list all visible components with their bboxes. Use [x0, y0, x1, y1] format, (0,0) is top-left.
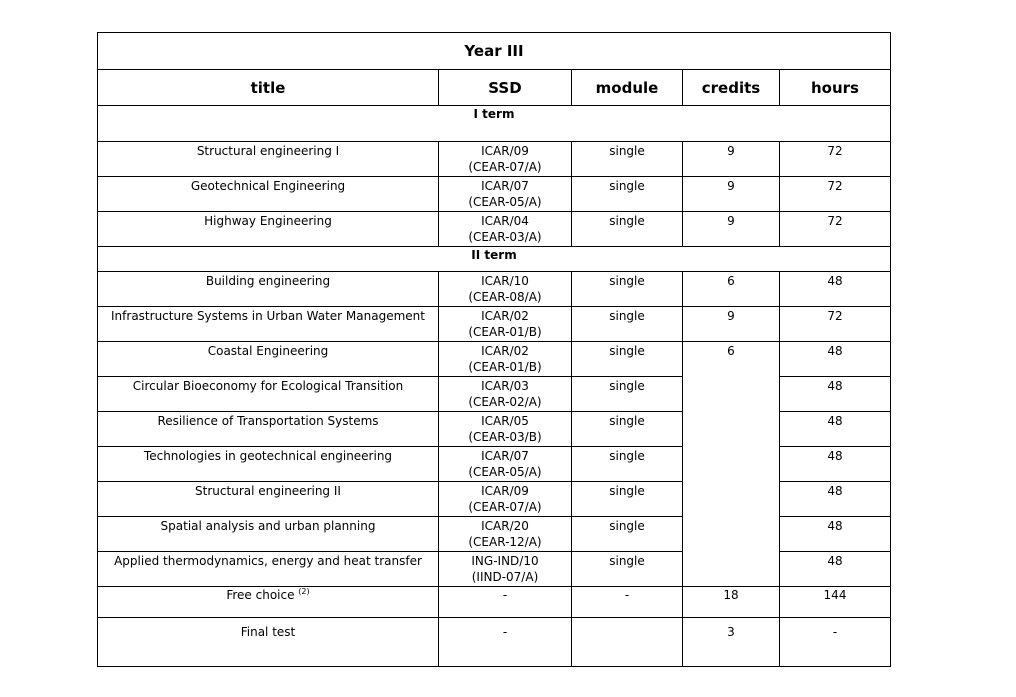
course-credits: 9: [683, 177, 780, 212]
year-title: Year III: [98, 33, 891, 70]
table-row: [98, 307, 891, 342]
course-hours: 48: [780, 412, 891, 447]
header-credits: credits: [683, 70, 780, 106]
free-choice-credits: 18: [683, 587, 780, 618]
final-test-ssd: -: [439, 618, 572, 667]
course-title: Geotechnical Engineering: [98, 177, 439, 212]
course-title: Infrastructure Systems in Urban Water Management: [98, 307, 439, 342]
year-row: [98, 33, 891, 70]
course-title: Circular Bioeconomy for Ecological Transition: [98, 377, 439, 412]
course-module: single: [572, 272, 683, 307]
final-test-credits: 3: [683, 618, 780, 667]
course-ssd: ICAR/04 (CEAR-03/A): [439, 212, 572, 247]
course-ssd: ICAR/02 (CEAR-01/B): [439, 342, 572, 377]
course-module: single: [572, 142, 683, 177]
course-title: Technologies in geotechnical engineering: [98, 447, 439, 482]
course-hours: 48: [780, 447, 891, 482]
course-hours: 72: [780, 212, 891, 247]
course-ssd: ICAR/02 (CEAR-01/B): [439, 307, 572, 342]
course-module: single: [572, 447, 683, 482]
free-choice-module: -: [572, 587, 683, 618]
table-row: [98, 212, 891, 247]
course-hours: 48: [780, 482, 891, 517]
header-title: title: [98, 70, 439, 106]
final-test-title: Final test: [98, 618, 439, 667]
course-module: single: [572, 212, 683, 247]
free-choice-title: Free choice $^{(2)}$: [98, 587, 439, 618]
course-credits: 9: [683, 212, 780, 247]
table-row: [98, 272, 891, 307]
course-module: single: [572, 412, 683, 447]
course-module: single: [572, 482, 683, 517]
term-label-2: II term: [98, 247, 891, 272]
course-ssd: ICAR/07 (CEAR-05/A): [439, 447, 572, 482]
free-choice-hours: 144: [780, 587, 891, 618]
course-ssd: ICAR/20 (CEAR-12/A): [439, 517, 572, 552]
table-row: [98, 142, 891, 177]
course-title: Highway Engineering: [98, 212, 439, 247]
course-module: single: [572, 517, 683, 552]
term-row: [98, 106, 891, 142]
term-label-1: I term: [98, 106, 891, 142]
course-hours: 72: [780, 307, 891, 342]
header-hours: hours: [780, 70, 891, 106]
free-choice-row: [98, 587, 891, 618]
course-module: single: [572, 177, 683, 212]
table-row: [98, 342, 891, 377]
header-ssd: SSD: [439, 70, 572, 106]
course-title: Building engineering: [98, 272, 439, 307]
course-title: Structural engineering II: [98, 482, 439, 517]
course-title: Coastal Engineering: [98, 342, 439, 377]
header-module: module: [572, 70, 683, 106]
course-credits: 9: [683, 142, 780, 177]
course-title: Resilience of Transportation Systems: [98, 412, 439, 447]
footnote-marker: (2): [298, 587, 310, 596]
course-module: single: [572, 307, 683, 342]
term-row: [98, 247, 891, 272]
course-hours: 48: [780, 342, 891, 377]
course-title: Structural engineering I: [98, 142, 439, 177]
course-hours: 48: [780, 272, 891, 307]
shared-credits: 6: [683, 342, 780, 587]
course-title: Applied thermodynamics, energy and heat transfer: [98, 552, 439, 587]
course-ssd: ING-IND/10 (IIND-07/A): [439, 552, 572, 587]
course-hours: 48: [780, 517, 891, 552]
course-title: Spatial analysis and urban planning: [98, 517, 439, 552]
course-module: single: [572, 342, 683, 377]
final-test-row: [98, 618, 891, 667]
course-ssd: ICAR/10 (CEAR-08/A): [439, 272, 572, 307]
course-hours: 72: [780, 142, 891, 177]
course-credits: 6: [683, 272, 780, 307]
course-ssd: ICAR/09 (CEAR-07/A): [439, 142, 572, 177]
table-row: [98, 177, 891, 212]
free-choice-ssd: -: [439, 587, 572, 618]
course-ssd: ICAR/05 (CEAR-03/B): [439, 412, 572, 447]
course-module: single: [572, 552, 683, 587]
course-ssd: ICAR/09 (CEAR-07/A): [439, 482, 572, 517]
course-hours: 48: [780, 377, 891, 412]
study-plan-table: [97, 32, 891, 667]
course-ssd: ICAR/03 (CEAR-02/A): [439, 377, 572, 412]
course-module: single: [572, 377, 683, 412]
final-test-hours: -: [780, 618, 891, 667]
final-test-module: [572, 618, 683, 667]
header-row: [98, 70, 891, 106]
course-credits: 9: [683, 307, 780, 342]
course-ssd: ICAR/07 (CEAR-05/A): [439, 177, 572, 212]
course-hours: 72: [780, 177, 891, 212]
course-hours: 48: [780, 552, 891, 587]
